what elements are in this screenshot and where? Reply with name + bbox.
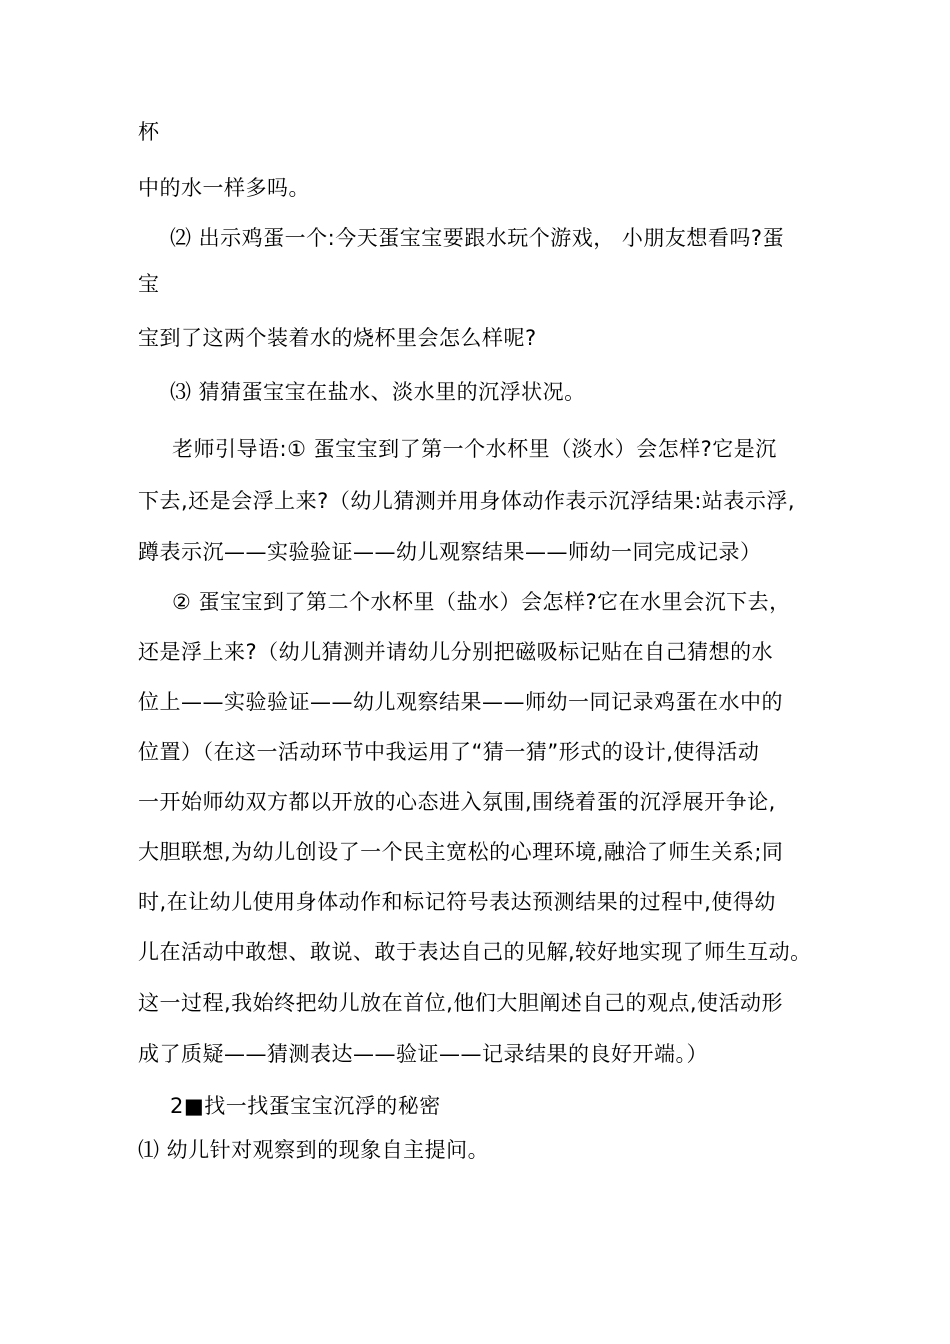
text-line: ② 蛋宝宝到了第二个水杯里（盐水）会怎样?它在水里会沉下去，	[172, 590, 791, 614]
text-line: 宝到了这两个装着水的烧杯里会怎么样呢?	[138, 326, 537, 350]
text-line: ⑶ 猜猜蛋宝宝在盐水、淡水里的沉浮状况。	[170, 380, 586, 404]
text-line: 位上——实验验证——幼儿观察结果——师幼一同记录鸡蛋在水中的	[138, 690, 783, 714]
text-line: 蹲表示沉——实验验证——幼儿观察结果——师幼一同完成记录）	[138, 540, 762, 564]
text-line: 时,在让幼儿使用身体动作和标记符号表达预测结果的过程中,使得幼	[138, 890, 776, 914]
text-line: 这一过程,我始终把幼儿放在首位,他们大胆阐述自己的观点,使活动形	[138, 991, 784, 1015]
text-line: ⑵ 出示鸡蛋一个:今天蛋宝宝要跟水玩个游戏， 小朋友想看吗?蛋	[170, 226, 785, 250]
text-line: 杯	[138, 120, 160, 144]
text-line: 中的水一样多吗。	[138, 176, 310, 200]
text-line: 儿在活动中敢想、敢说、敢于表达自己的见解,较好地实现了师生互动。	[138, 940, 812, 964]
text-line: 下去,还是会浮上来?（幼儿猜测并用身体动作表示沉浮结果:站表示浮,	[138, 489, 796, 513]
text-line: ⑴ 幼儿针对观察到的现象自主提问。	[138, 1138, 490, 1162]
text-line: 宝	[138, 272, 160, 296]
text-line: 位置）（在这一活动环节中我运用了“猜一猜”形式的设计,使得活动	[138, 740, 760, 764]
text-line: 大胆联想,为幼儿创设了一个民主宽松的心理环境,融洽了师生关系;同	[138, 840, 784, 864]
section-heading: 2■找一找蛋宝宝沉浮的秘密	[170, 1094, 441, 1118]
text-line: 一开始师幼双方都以开放的心态进入氛围,围绕着蛋的沉浮展开争论,	[138, 790, 776, 814]
text-line: 还是浮上来?（幼儿猜测并请幼儿分别把磁吸标记贴在自己猜想的水	[138, 640, 774, 664]
text-line: 成了质疑——猜测表达——验证——记录结果的良好开端。）	[138, 1042, 708, 1066]
text-line: 老师引导语:① 蛋宝宝到了第一个水杯里（淡水）会怎样?它是沉	[172, 437, 777, 461]
